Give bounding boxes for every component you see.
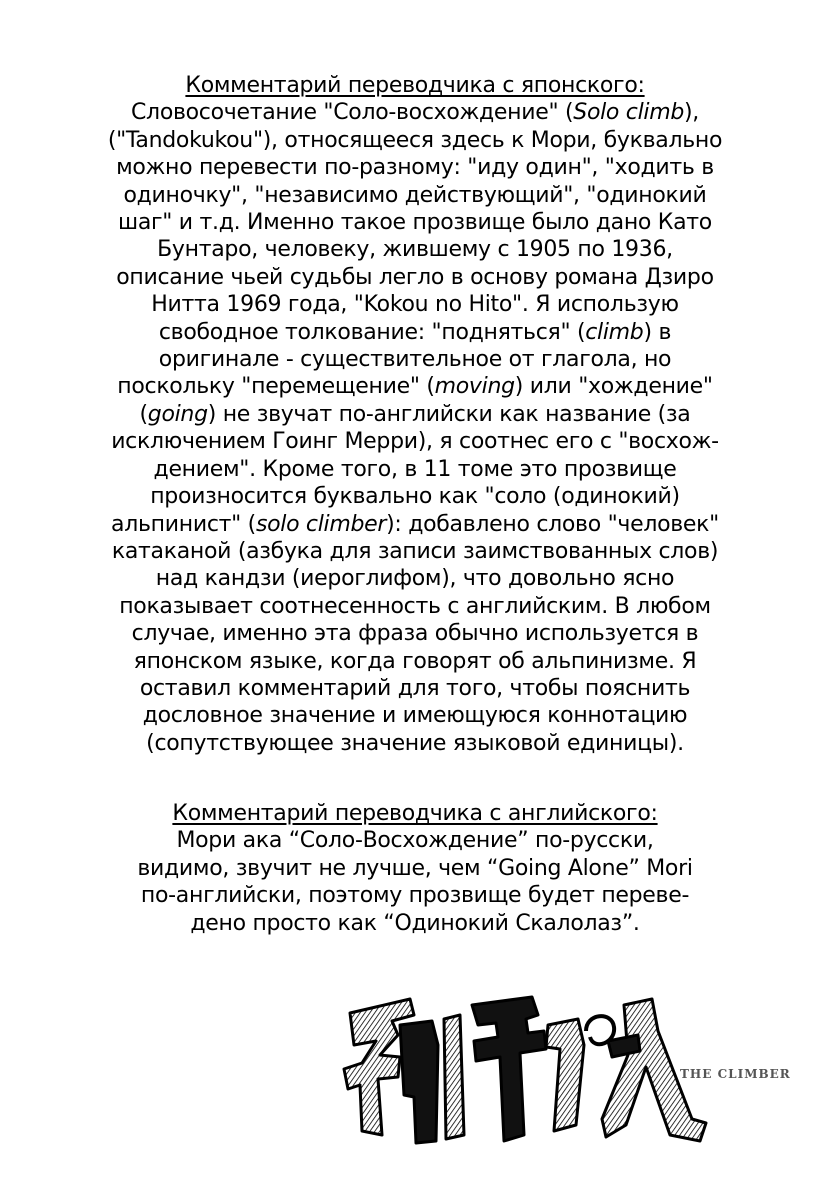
note-text: (сопутствующее значение языковой единицы). bbox=[146, 730, 684, 756]
note-line bbox=[30, 428, 800, 455]
note-text: произносится буквально как "соло (одинокий) bbox=[150, 484, 680, 510]
note-line bbox=[30, 702, 800, 729]
note-text: дено просто как “Одинокий Скалолаз”. bbox=[190, 910, 640, 936]
note-text: ) не звучат по-английски как название (за bbox=[207, 401, 691, 427]
note-line bbox=[30, 882, 800, 909]
note-text: Словосочетание "Соло-восхождение" ( bbox=[131, 100, 574, 126]
note-text: над кандзи (иероглифом), что довольно ясно bbox=[155, 566, 675, 592]
note-body-english bbox=[30, 827, 800, 937]
note-text: оригинале - существительное от глагола, но bbox=[158, 347, 672, 373]
note-text: ), bbox=[684, 100, 699, 126]
note-text: одиночку", "независимо действующий", "одинокий bbox=[123, 182, 707, 208]
note-line bbox=[30, 565, 800, 592]
note-line bbox=[30, 910, 800, 937]
note-line bbox=[30, 855, 800, 882]
note-text: японском языке, когда говорят об альпинизме. Я bbox=[133, 648, 697, 674]
note-heading-japanese: Комментарий переводчика с японского: bbox=[185, 73, 645, 98]
note-text: шаг" и т.д. Именно такое прозвище было дано Като bbox=[118, 210, 712, 236]
note-line bbox=[30, 593, 800, 620]
note-line bbox=[30, 401, 800, 428]
note-text: показывает соотнесенность с английским. В любом bbox=[119, 593, 711, 619]
note-text: оставил комментарий для того, чтобы пояснить bbox=[139, 675, 691, 701]
note-text: по-английски, поэтому прозвище будет переве- bbox=[140, 883, 690, 909]
note-heading-english: Комментарий переводчика с английского: bbox=[172, 801, 658, 826]
note-line bbox=[30, 319, 800, 346]
note-line bbox=[30, 483, 800, 510]
note-line bbox=[30, 648, 800, 675]
note-line bbox=[30, 127, 800, 154]
note-body-japanese bbox=[30, 99, 800, 757]
note-line bbox=[30, 511, 800, 538]
note-text: случае, именно эта фраза обычно используется в bbox=[131, 621, 699, 647]
note-text: исключением Гоинг Мерри), я соотнес его с "восхож- bbox=[111, 429, 719, 455]
note-text: описание чьей судьбы легло в основу романа Дзиро bbox=[116, 264, 714, 290]
note-text: ) в bbox=[643, 319, 672, 345]
italic-term: solo climber bbox=[255, 511, 387, 537]
note-text: катаканой (азбука для записи заимствованных слов) bbox=[111, 538, 719, 564]
note-line bbox=[30, 620, 800, 647]
note-line bbox=[30, 236, 800, 263]
note-text: видимо, звучит не лучше, чем “Going Alone” Mori bbox=[137, 855, 693, 881]
note-text: Бунтаро, человеку, жившему с 1905 по 1936, bbox=[157, 237, 673, 263]
note-line bbox=[30, 675, 800, 702]
note-text: Нитта 1969 года, "Kokou no Hito". Я использую bbox=[151, 292, 679, 318]
note-text: ): добавлено слово "человек" bbox=[386, 511, 719, 537]
note-line bbox=[30, 291, 800, 318]
italic-term: moving bbox=[434, 374, 515, 400]
note-text: поскольку "перемещение" ( bbox=[117, 374, 435, 400]
note-line bbox=[30, 182, 800, 209]
note-text: дением". Кроме того, в 11 томе это прозвище bbox=[153, 456, 677, 482]
note-text: свободное толкование: "подняться" ( bbox=[158, 319, 586, 345]
note-text: ) или "хождение" bbox=[514, 374, 713, 400]
note-line bbox=[30, 456, 800, 483]
note-text: ( bbox=[139, 401, 148, 427]
note-text: ("Tandokukou"), относящееся здесь к Мори, буквально bbox=[107, 127, 723, 153]
italic-term: Solo climb bbox=[573, 100, 685, 126]
note-line bbox=[30, 154, 800, 181]
note-line bbox=[30, 730, 800, 757]
note-line bbox=[30, 827, 800, 854]
translator-note-english bbox=[30, 800, 800, 937]
note-line bbox=[30, 209, 800, 236]
note-text: альпинист" ( bbox=[111, 511, 256, 537]
note-text: дословное значение и имеющуюся коннотацию bbox=[142, 703, 688, 729]
logo-caption: THE CLIMBER bbox=[680, 1067, 791, 1081]
note-text: Мори ака “Соло-Восхождение” по-русски, bbox=[176, 828, 654, 854]
note-line bbox=[30, 538, 800, 565]
italic-term: going bbox=[147, 401, 208, 427]
italic-term: climb bbox=[585, 319, 644, 345]
note-line bbox=[30, 264, 800, 291]
note-line bbox=[30, 99, 800, 126]
note-line bbox=[30, 373, 800, 400]
note-text: можно перевести по-разному: "иду один", "ходить в bbox=[116, 155, 714, 181]
translator-note-japanese bbox=[30, 72, 800, 757]
note-line bbox=[30, 346, 800, 373]
